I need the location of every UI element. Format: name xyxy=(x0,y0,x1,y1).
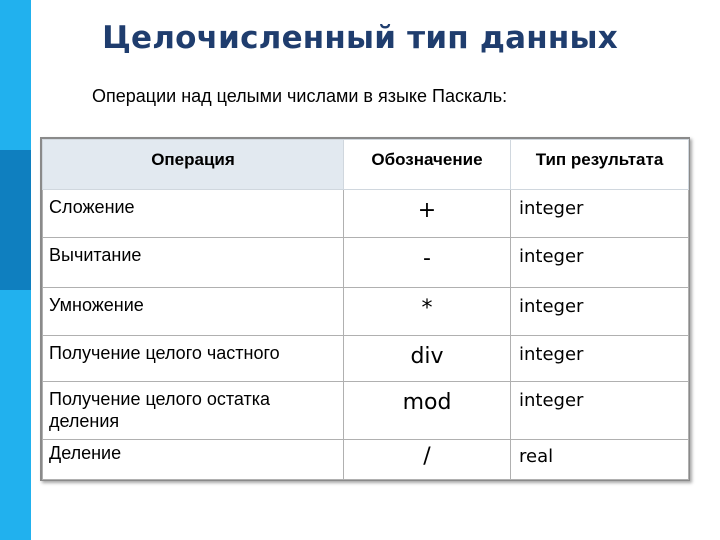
result-type-cell: integer xyxy=(511,336,689,382)
operation-cell: Получение целого остатка деления xyxy=(43,382,344,440)
notation-cell: mod xyxy=(344,382,511,440)
page-title: Целочисленный тип данных xyxy=(102,20,618,56)
result-type-cell: integer xyxy=(511,382,689,440)
page-subtitle: Операции над целыми числами в языке Паскаль: xyxy=(92,86,508,106)
notation-cell: - xyxy=(344,238,511,288)
result-type-cell: integer xyxy=(511,288,689,336)
operation-cell: Вычитание xyxy=(43,238,344,288)
operation-cell: Деление xyxy=(43,440,344,480)
table-row xyxy=(43,238,689,288)
table-row xyxy=(43,336,689,382)
operation-cell: Сложение xyxy=(43,190,344,238)
operation-cell: Получение целого частного xyxy=(43,336,344,382)
result-type-cell: integer xyxy=(511,190,689,238)
operation-cell: Умножение xyxy=(43,288,344,336)
result-type-cell: real xyxy=(511,440,689,480)
result-type-cell: integer xyxy=(511,238,689,288)
header-operation: Операция xyxy=(43,140,344,190)
table-header-row xyxy=(43,140,689,190)
notation-cell: + xyxy=(344,190,511,238)
table-row xyxy=(43,440,689,480)
side-bar-accent xyxy=(0,150,31,290)
notation-cell: / xyxy=(344,440,511,480)
header-result-type: Тип результата xyxy=(511,140,689,190)
header-notation: Обозначение xyxy=(344,140,511,190)
notation-cell: div xyxy=(344,336,511,382)
operations-table xyxy=(40,137,690,481)
table-row xyxy=(43,382,689,440)
table-row xyxy=(43,288,689,336)
table-row xyxy=(43,190,689,238)
notation-cell: * xyxy=(344,288,511,336)
